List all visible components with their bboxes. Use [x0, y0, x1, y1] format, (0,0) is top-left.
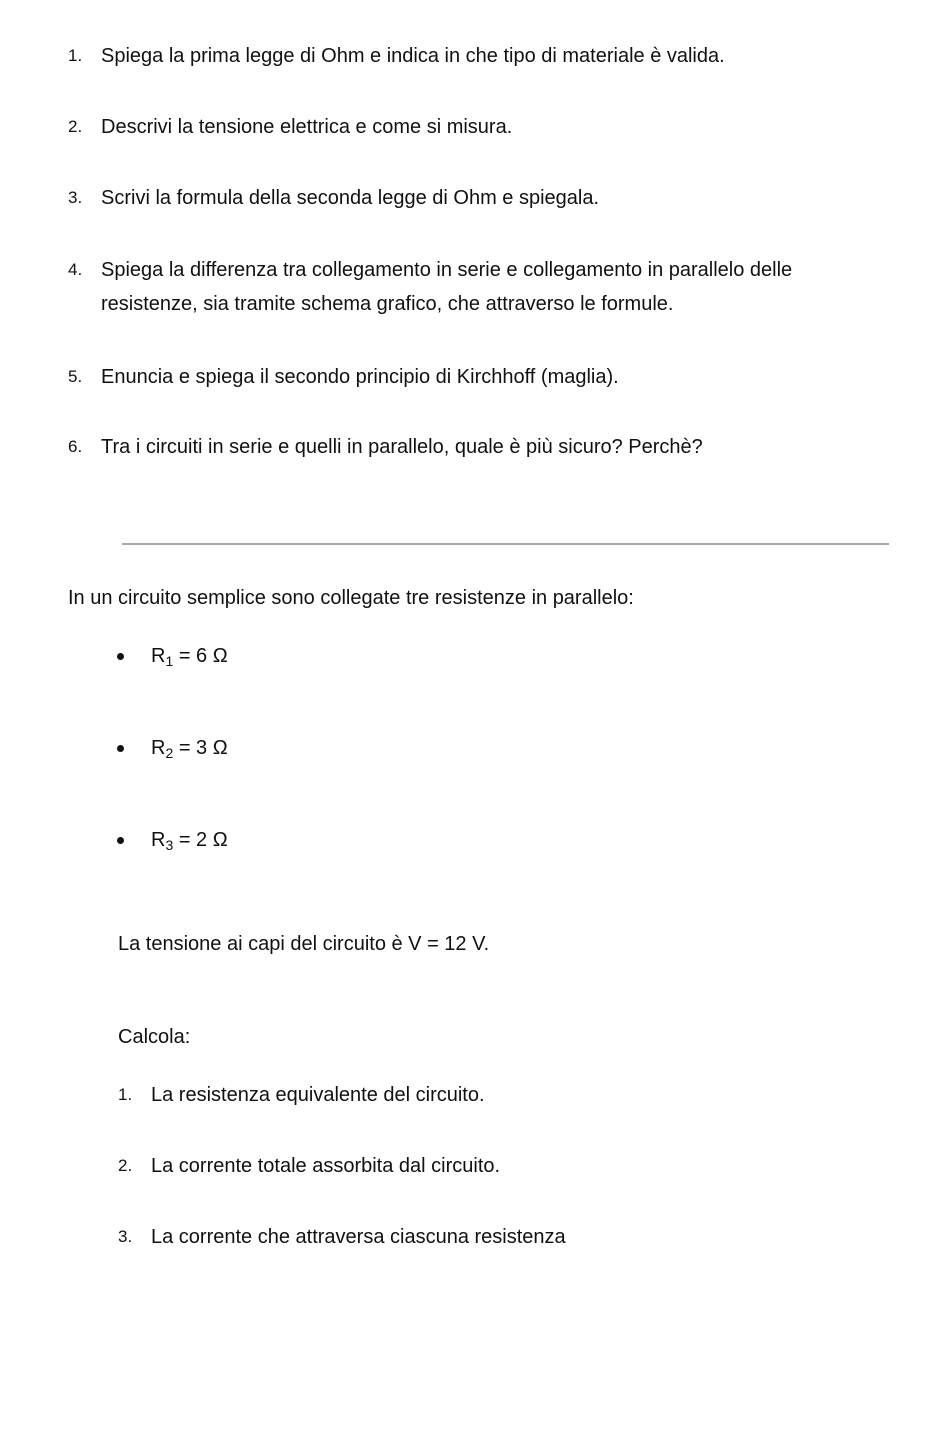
task-text: La corrente che attraversa ciascuna resistenza — [151, 1226, 566, 1248]
question-text: Descrivi la tensione elettrica e come si misura. — [101, 116, 513, 138]
question-item — [68, 39, 868, 73]
resistor-index: 3 — [165, 837, 174, 853]
resistor-value: = 3 Ω — [178, 737, 228, 759]
question-number: 2. — [68, 117, 83, 136]
question-number: 4. — [68, 260, 83, 279]
resistor-value: = 2 Ω — [178, 829, 228, 851]
question-item — [68, 360, 868, 394]
question-text: Tra i circuiti in serie e quelli in parallelo, quale è più sicuro? Perchè? — [101, 436, 703, 458]
question-text: Spiega la prima legge di Ohm e indica in che tipo di materiale è valida. — [101, 45, 725, 67]
resistor-symbol: R — [151, 829, 166, 851]
resistor-item — [117, 641, 228, 671]
task-text: La corrente totale assorbita dal circuito. — [151, 1155, 501, 1177]
question-item — [68, 181, 868, 215]
bullet-icon — [117, 745, 124, 752]
resistor-index: 1 — [165, 653, 174, 669]
resistor-symbol: R — [151, 737, 166, 759]
question-item — [68, 110, 868, 144]
question-text: Spiega la differenza tra collegamento in serie e collegamento in parallelo delle resistenze, sia tramite schema grafico, che attraverso le formule. — [101, 259, 793, 315]
bullet-icon — [117, 653, 124, 660]
task-number: 1. — [118, 1085, 133, 1104]
task-text: La resistenza equivalente del circuito. — [151, 1084, 485, 1106]
question-number: 6. — [68, 437, 83, 456]
question-number: 5. — [68, 367, 83, 386]
question-item — [68, 253, 868, 321]
horizontal-divider — [122, 543, 889, 545]
resistor-index: 2 — [165, 745, 174, 761]
question-number: 3. — [68, 188, 83, 207]
question-number: 1. — [68, 46, 83, 65]
task-item — [118, 1151, 500, 1181]
task-item — [118, 1222, 566, 1252]
problem-intro: In un circuito semplice sono collegate tre resistenze in parallelo: — [68, 587, 634, 609]
resistor-symbol: R — [151, 645, 166, 667]
calc-label: Calcola: — [118, 1026, 191, 1048]
question-text: Enuncia e spiega il secondo principio di Kirchhoff (maglia). — [101, 366, 619, 388]
resistor-value: = 6 Ω — [178, 645, 228, 667]
question-text: Scrivi la formula della seconda legge di Ohm e spiegala. — [101, 187, 600, 209]
bullet-icon — [117, 837, 124, 844]
question-item — [68, 430, 868, 464]
task-number: 2. — [118, 1156, 133, 1175]
voltage-statement: La tensione ai capi del circuito è V = 12 V. — [118, 933, 490, 955]
task-item — [118, 1080, 485, 1110]
resistor-item — [117, 733, 228, 763]
task-number: 3. — [118, 1227, 133, 1246]
resistor-item — [117, 825, 228, 855]
